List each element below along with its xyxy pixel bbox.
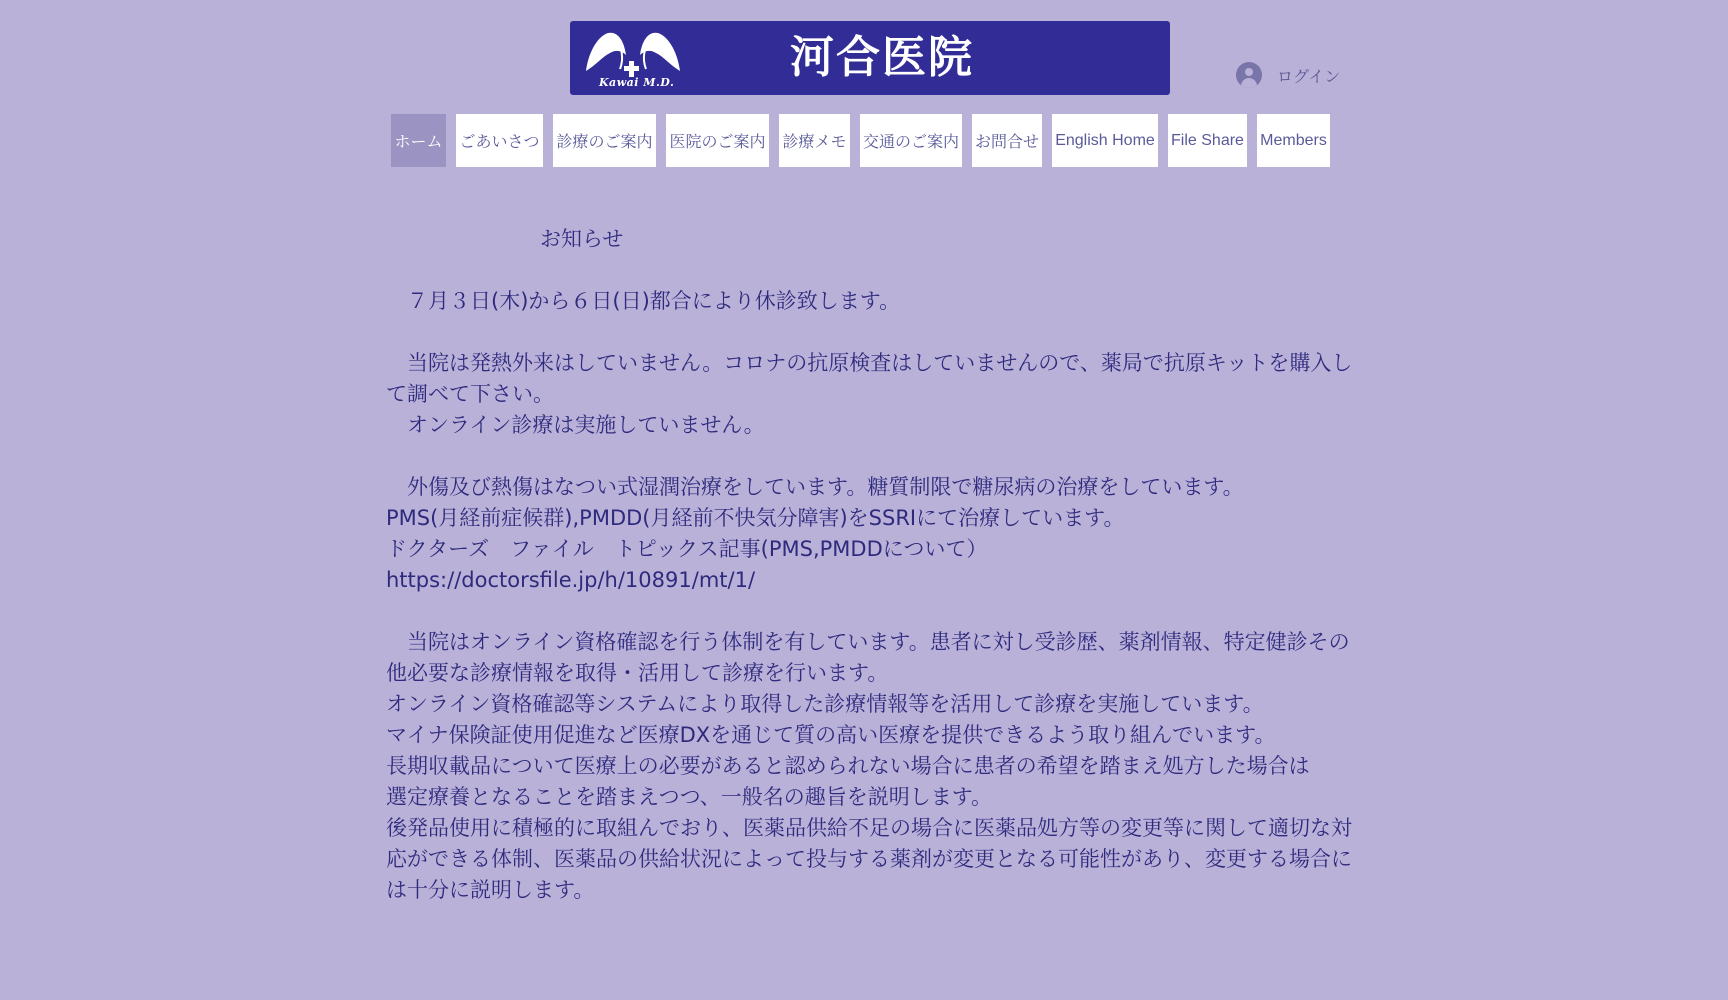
nav-item-english-home[interactable]: English Home [1052,114,1158,167]
selective-care-info: 選定療養となることを踏まえつつ、一般名の趣旨を説明します。 [386,785,993,809]
nav-item-home[interactable]: ホーム [391,114,446,167]
user-avatar-icon [1236,62,1262,88]
nav-item-medical-memo[interactable]: 診療メモ [779,114,850,167]
nav-item-contact[interactable]: お問合せ [972,114,1042,167]
online-qualification-info: 当院はオンライン資格確認を行う体制を有しています。患者に対し受診歴、薬剤情報、特定健診その他必要な診療情報を取得・活用して診療を行います。 [386,630,1350,685]
login-button[interactable] [1236,60,1340,90]
doctors-file-link[interactable]: https://doctorsfile.jp/h/10891/mt/1/ [386,568,756,592]
clinic-logo [578,25,688,91]
nav-item-treatment[interactable]: 診療のご案内 [553,114,656,167]
notice-heading: お知らせ [540,227,624,251]
long-listed-drugs-info: 長期収載品について医療上の必要があると認められない場合に患者の希望を踏まえ処方した場合は [386,754,1310,778]
main-content [386,224,1358,906]
medical-dx-info: マイナ保険証使用促進など医療DXを通じて質の高い医療を提供できるよう取り組んでいます。 [386,723,1276,747]
doctors-file-topic: ドクターズ ファイル トピックス記事(PMS,PMDDについて） [386,537,988,561]
closure-notice: ７月３日(木)から６日(日)都合により休診致します。 [386,289,901,313]
fever-notice: 当院は発熱外来はしていません。コロナの抗原検査はしていませんので、薬局で抗原キットを購入して調べて下さい。 [386,351,1353,406]
treatment-pms: PMS(月経前症候群),PMDD(月経前不快気分障害)をSSRIにて治療しています。 [386,506,1125,530]
generic-drugs-info: 後発品使用に積極的に取組んでおり、医薬品供給不足の場合に医薬品処方等の変更等に関して適切な対応ができる体制、医薬品の供給状況によって投与する薬剤が変更となる可能性があり、変更する場合には十分に説明します。 [386,816,1352,902]
treatment-wound: 外傷及び熱傷はなつい式湿潤治療をしています。糖質制限で糖尿病の治療をしています。 [386,475,1244,499]
online-system-info: オンライン資格確認等システムにより取得した診療情報等を活用して診療を実施しています。 [386,692,1264,716]
header-banner[interactable] [570,21,1170,95]
nav-item-members[interactable]: Members [1257,114,1330,167]
nav-item-file-share[interactable]: File Share [1168,114,1247,167]
nav-item-greeting[interactable]: ごあいさつ [456,114,543,167]
site-title: 河合医院 [790,32,974,83]
online-notice: オンライン診療は実施していません。 [386,413,765,437]
logo-text: Kawai M.D. [599,76,675,89]
nav-item-clinic-info[interactable]: 医院のご案内 [666,114,769,167]
login-label: ログイン [1277,66,1341,86]
nav-item-access[interactable]: 交通のご案内 [860,114,962,167]
